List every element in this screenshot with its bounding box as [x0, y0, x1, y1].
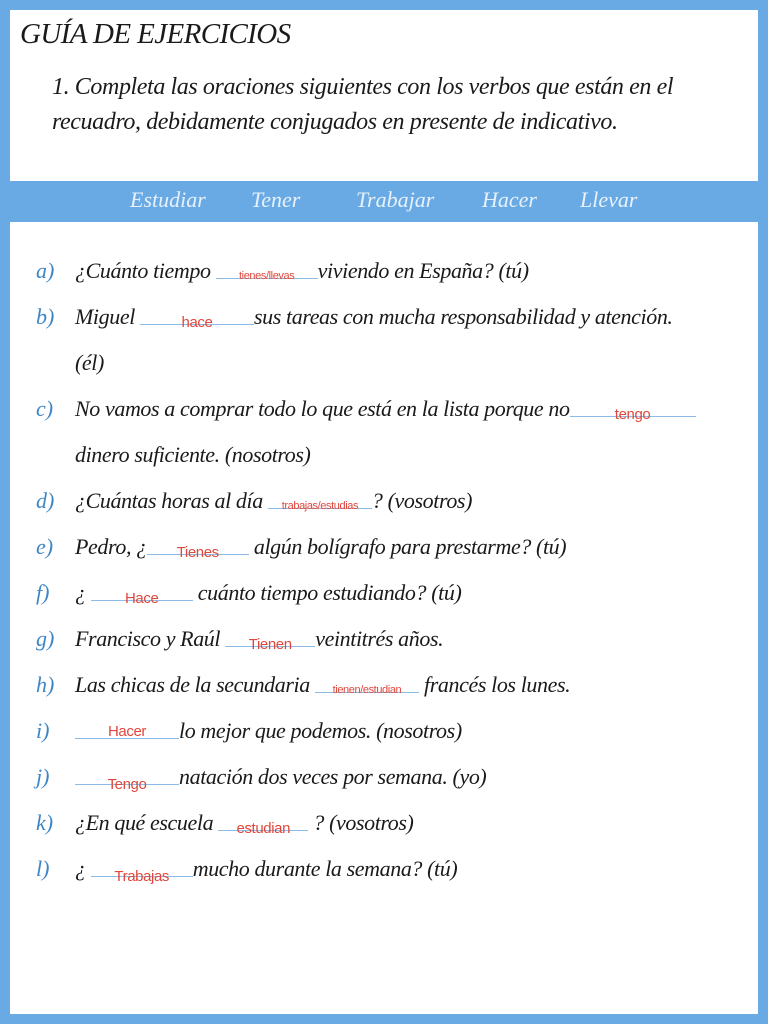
sentence-text: ¿En qué escuela — [75, 810, 219, 835]
answer-blank[interactable] — [75, 764, 179, 793]
sentence-text: mucho durante la semana? (tú) — [192, 856, 458, 881]
sentence-text: ? (vosotros) — [308, 810, 414, 835]
instruction-text: 1. Completa las oraciones siguientes con los verbos que están en el recuadro, debidamente conjugados en presente de indicativo. — [52, 74, 674, 135]
answer-blank[interactable] — [140, 304, 254, 331]
item-letter: l) — [36, 856, 50, 881]
header-panel — [10, 10, 758, 181]
answer-blank[interactable] — [147, 534, 249, 561]
answer-blank[interactable] — [218, 810, 308, 837]
verb-llevar: Llevar — [580, 187, 638, 212]
verb-hacer: Hacer — [482, 187, 537, 212]
item-letter: g) — [36, 626, 55, 651]
answer-text: Tienes — [176, 544, 219, 561]
page-title: GUÍA DE EJERCICIOS — [20, 18, 291, 50]
answer-text: Tienen — [248, 636, 292, 653]
answer-text: hace — [181, 314, 213, 331]
answer-text: tienes/llevas — [239, 270, 295, 282]
sentence-text: ? (vosotros) — [371, 488, 473, 513]
item-letter: k) — [36, 810, 54, 835]
exercise-item-g — [75, 626, 443, 652]
answer-blank[interactable] — [216, 258, 318, 282]
answer-text: tienen/estudian — [332, 684, 402, 696]
item-letter: e) — [36, 534, 54, 559]
answer-text: estudian — [236, 820, 291, 837]
exercise-item-b — [75, 304, 673, 330]
sentence-text: francés los lunes. — [418, 672, 571, 697]
exercise-item-e — [75, 534, 566, 560]
answer-text: Hacer — [107, 723, 146, 740]
item-letter: i) — [36, 718, 50, 743]
verb-box — [0, 181, 768, 221]
exercise-item-a — [75, 258, 529, 284]
answer-text: Tengo — [107, 776, 147, 793]
verb-estudiar: Estudiar — [130, 187, 206, 212]
answer-text: Hace — [124, 590, 159, 607]
sentence-text: algún bolígrafo para prestarme? (tú) — [248, 534, 567, 559]
answer-blank[interactable] — [315, 672, 419, 696]
exercise-item-l — [75, 856, 458, 885]
sentence-text: Francisco y Raúl — [75, 626, 226, 651]
exercise-item-d — [75, 488, 472, 514]
exercise-item-h — [75, 672, 570, 698]
answer-text: trabajas/estudias — [281, 500, 359, 512]
item-letter: a) — [36, 258, 55, 283]
answer-blank[interactable] — [75, 718, 179, 739]
exercise-item-j — [75, 764, 487, 793]
answer-blank[interactable] — [268, 488, 372, 512]
sentence-text: veintitrés años. — [315, 626, 444, 651]
sentence-text: Las chicas de la secundaria — [75, 672, 315, 697]
item-letter: f) — [36, 580, 50, 605]
exercise-item-i — [75, 718, 462, 744]
item-letter: h) — [36, 672, 55, 697]
exercise-item-k — [75, 810, 413, 836]
sentence-text: ¿ — [75, 580, 91, 605]
exercise-item-c — [75, 396, 696, 422]
sentence-continuation: dinero suficiente. (nosotros) — [75, 442, 311, 467]
answer-blank[interactable] — [225, 626, 315, 653]
answer-blank[interactable] — [91, 856, 193, 885]
answer-blank[interactable] — [91, 580, 193, 607]
sentence-text: natación dos veces por semana. (yo) — [179, 764, 487, 789]
sentence-text: cuánto tiempo estudiando? (tú) — [192, 580, 462, 605]
sentence-text: lo mejor que podemos. (nosotros) — [179, 718, 462, 743]
sentence-text: No vamos a comprar todo lo que está en la lista porque no — [75, 396, 570, 421]
sentence-text: ¿Cuánto tiempo — [75, 258, 216, 283]
sentence-text: Pedro, ¿ — [75, 534, 147, 559]
item-letter: b) — [36, 304, 55, 329]
answer-text: tengo — [614, 406, 651, 423]
answer-text: Trabajas — [114, 868, 169, 885]
item-letter: d) — [36, 488, 55, 513]
verb-trabajar: Trabajar — [356, 187, 435, 212]
sentence-text: ¿Cuántas horas al día — [75, 488, 268, 513]
verb-tener: Tener — [251, 187, 301, 212]
sentence-text: viviendo en España? (tú) — [317, 258, 529, 283]
exercise-panel — [10, 222, 758, 1014]
sentence-continuation: (él) — [75, 350, 104, 375]
item-letter: j) — [36, 764, 50, 789]
exercise-item-f — [75, 580, 461, 606]
answer-blank[interactable] — [570, 396, 696, 423]
sentence-text: sus tareas con mucha responsabilidad y atención. — [254, 304, 673, 329]
sentence-text: ¿ — [75, 856, 91, 881]
item-letter: c) — [36, 396, 54, 421]
sentence-text: Miguel — [75, 304, 141, 329]
